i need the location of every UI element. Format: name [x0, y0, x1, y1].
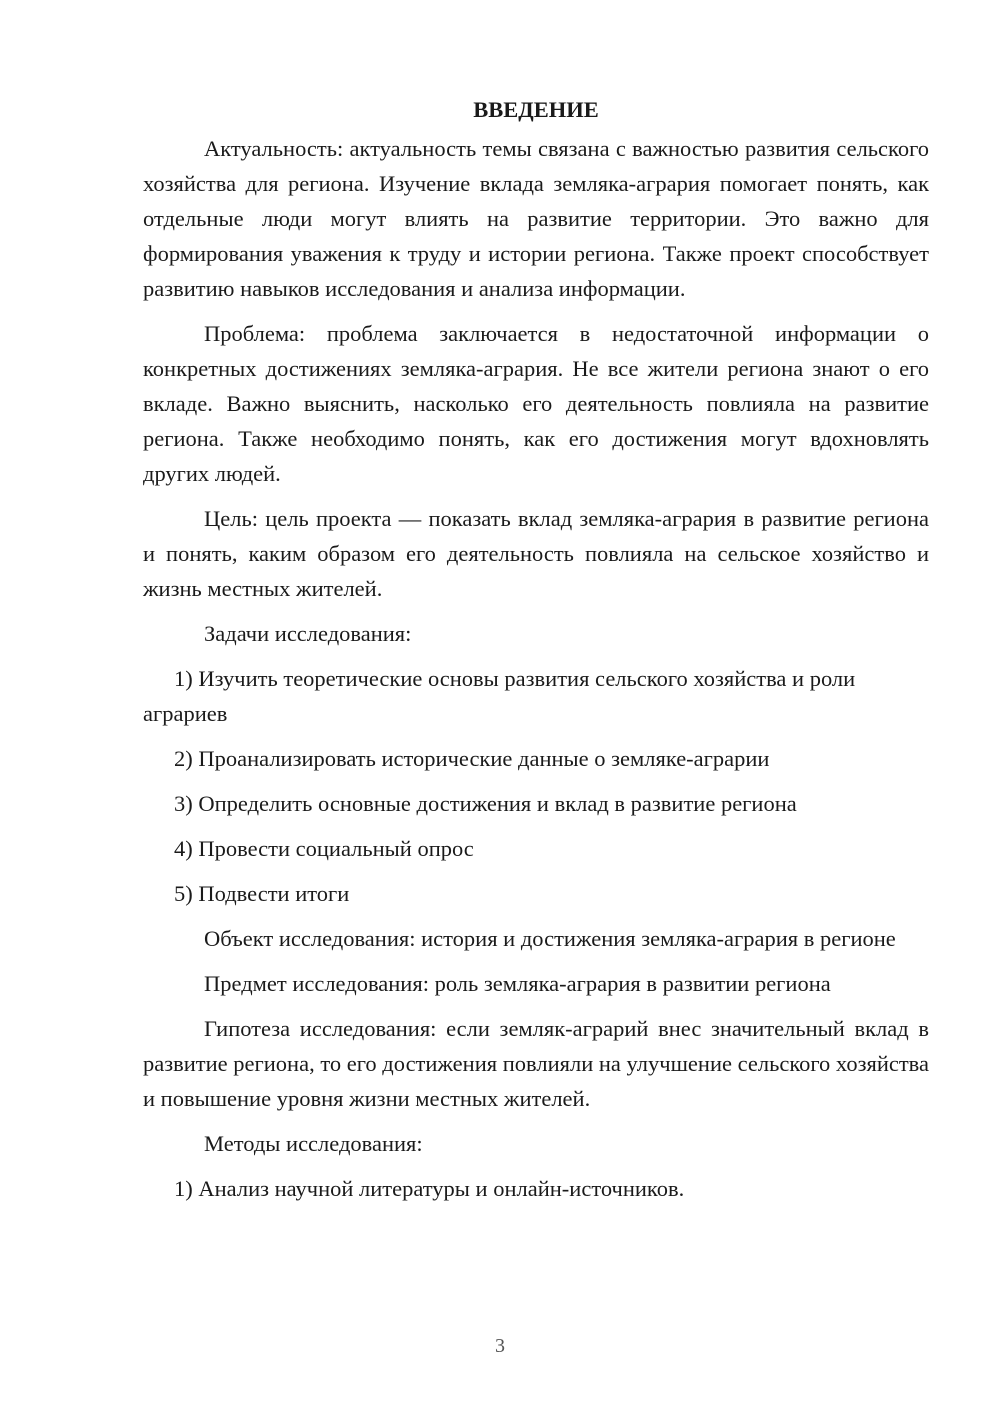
- tasks-title: Задачи исследования:: [204, 621, 412, 646]
- method-item: 1) Анализ научной литературы и онлайн-источников.: [174, 1176, 685, 1201]
- task-item: 3) Определить основные достижения и вклад в развитие региона: [174, 791, 797, 816]
- object-paragraph: Объект исследования: история и достижения земляка-агрария в регионе: [204, 926, 896, 951]
- task-item: 1) Изучить теоретические основы развития сельского хозяйства и роли аграриев: [143, 666, 856, 726]
- document-page: [143, 92, 929, 1216]
- page-number: 3: [495, 1335, 505, 1357]
- goal-paragraph: Цель: цель проекта — показать вклад земляка-агрария в развитие региона и понять, каким образом его деятельность повлияла на сельское хозяйство и жизнь местных жителей.: [143, 506, 929, 601]
- task-item: 4) Провести социальный опрос: [174, 836, 474, 861]
- methods-title: Методы исследования:: [204, 1131, 423, 1156]
- task-item: 5) Подвести итоги: [174, 881, 350, 906]
- relevance-paragraph: Актуальность: актуальность темы связана с важностью развития сельского хозяйства для региона. Изучение вклада земляка-агрария помогает понять, как отдельные люди могут влиять на развитие территории. Это важно для формирования уважения к труду и истории региона. Также проект способствует развитию навыков исследования и анализа информации.: [143, 136, 929, 301]
- section-heading: ВВЕДЕНИЕ: [473, 97, 599, 122]
- subject-paragraph: Предмет исследования: роль земляка-агрария в развитии региона: [204, 971, 831, 996]
- problem-paragraph: Проблема: проблема заключается в недостаточной информации о конкретных достижениях земляка-агрария. Не все жители региона знают о его вкладе. Важно выяснить, насколько его деятельность повлияла на развитие региона. Также необходимо понять, как его достижения могут вдохновлять других людей.: [143, 321, 929, 486]
- task-item: 2) Проанализировать исторические данные о земляке-аграрии: [174, 746, 770, 771]
- hypothesis-paragraph: Гипотеза исследования: если земляк-аграрий внес значительный вклад в развитие региона, то его достижения повлияли на улучшение сельского хозяйства и повышение уровня жизни местных жителей.: [143, 1016, 929, 1111]
